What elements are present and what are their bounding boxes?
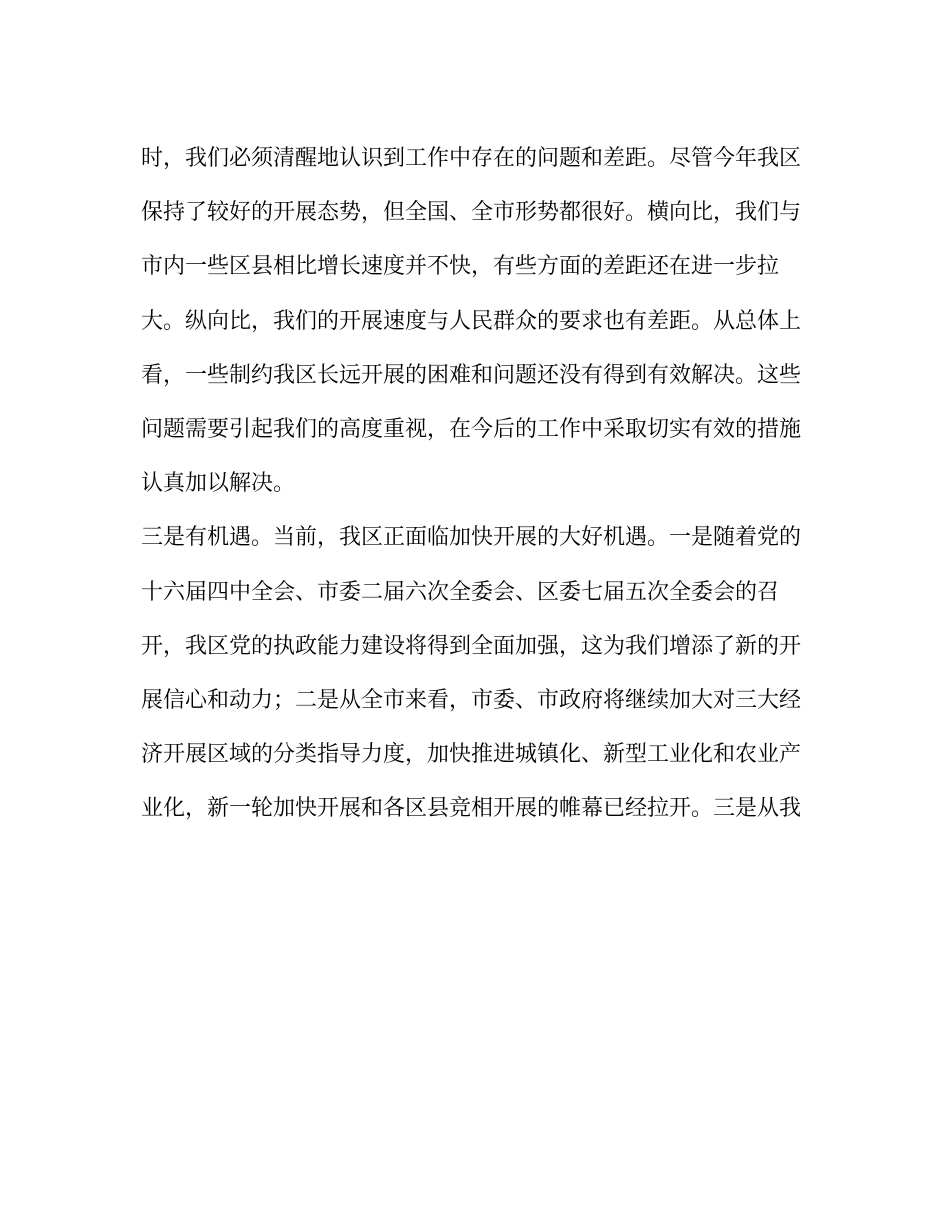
text-line-3: 市内一些区县相比增长速度并不快，有些方面的差距还在进一步拉 xyxy=(141,254,780,280)
text-line-12: 济开展区域的分类指导力度，加快推进城镇化、新型工业化和农业产 xyxy=(141,742,802,768)
body-text xyxy=(141,132,811,836)
text-line-2: 保持了较好的开展态势，但全国、全市形势都很好。横向比，我们与 xyxy=(141,200,802,226)
text-line-9: 十六届四中全会、市委二届六次全委会、区委七届五次全委会的召 xyxy=(141,579,780,605)
text-line-13: 业化，新一轮加快开展和各区县竞相开展的帷幕已经拉开。三是从我 xyxy=(141,796,802,822)
text-line-6: 问题需要引起我们的高度重视，在今后的工作中采取切实有效的措施 xyxy=(141,416,802,442)
text-line-8: 三是有机遇。当前，我区正面临加快开展的大好机遇。一是随着党的 xyxy=(141,525,802,551)
text-line-10: 开，我区党的执政能力建设将得到全面加强，这为我们增添了新的开 xyxy=(141,633,802,659)
text-line-4: 大。纵向比，我们的开展速度与人民群众的要求也有差距。从总体上 xyxy=(141,308,802,334)
text-line-5: 看，一些制约我区长远开展的困难和问题还没有得到有效解决。这些 xyxy=(141,362,802,388)
text-line-11: 展信心和动力；二是从全市来看，市委、市政府将继续加大对三大经 xyxy=(141,687,802,713)
text-line-1: 时，我们必须清醒地认识到工作中存在的问题和差距。尽管今年我区 xyxy=(141,146,802,171)
text-line-7: 认真加以解决。 xyxy=(141,471,296,497)
